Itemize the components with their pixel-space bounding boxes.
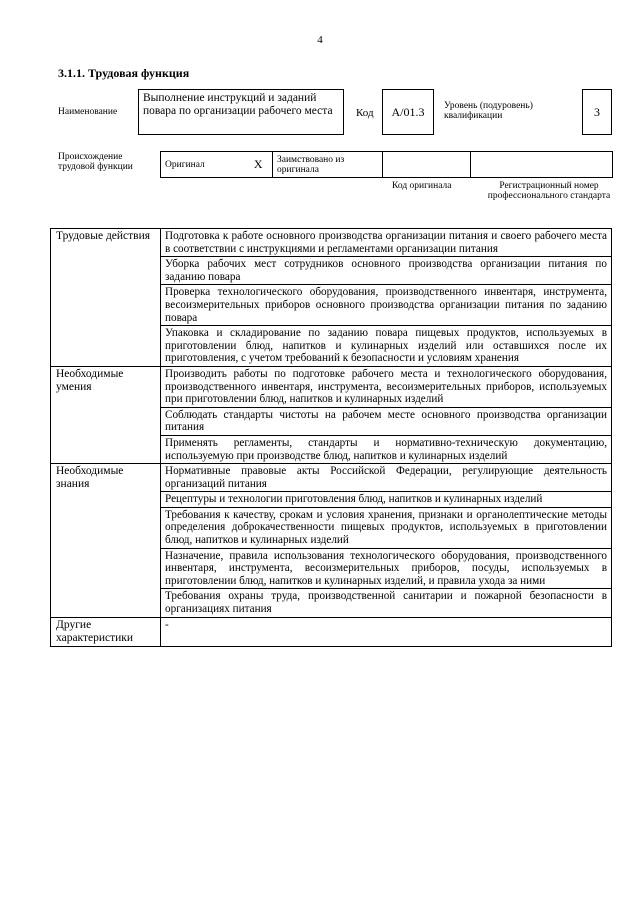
borrowed-label: Заимствовано из оригинала [273,152,383,178]
section-item: Требования к качеству, срокам и условия хранения, признаки и органолептические методы определения доброкачественности пищевых продуктов, используемых в приготовлении блюд, напитков и кулинарных изделий [161,507,612,548]
section-title: 3.1.1. Трудовая функция [58,66,190,80]
section-label: Трудовые действия [51,229,161,367]
table-row [51,229,612,257]
name-value: Выполнение инструкций и заданий повара по организации рабочего места [138,89,344,135]
section-item: Рецептуры и технологии приготовления блюд, напитков и кулинарных изделий [161,492,612,508]
table-row [51,464,612,492]
section-label: Другие характеристики [51,617,161,646]
section-item: Упаковка и складирование по заданию повара пищевых продуктов, используемых в приготовлении блюд, напитков и кулинарных изделий или оставшихся после их приготовления, с учетом требований к безопасности и условиям хранения [161,326,612,367]
table-row [51,366,612,407]
reg-number-cell [471,152,613,178]
function-table [50,228,612,647]
section-item: Уборка рабочих мест сотрудников основного производства организации питания по заданию повара [161,257,612,285]
original-mark: X [245,152,273,178]
code-original-caption: Код оригинала [392,181,452,191]
section-item: Назначение, правила использования технологического оборудования, производственного инвентаря, инструмента, весоизмерительных приборов, посуды, используемых в приготовлении блюд, напитков и кулинарных изделий, и правила ухода за ними [161,548,612,589]
table-row [51,617,612,646]
section-label: Необходимые знания [51,464,161,618]
level-value: 3 [582,89,612,135]
section-label: Необходимые умения [51,366,161,463]
level-label: Уровень (подуровень) квалификации [444,101,533,121]
section-item: Производить работы по подготовке рабочего места и технологического оборудования, производственного инвентаря, инструмента, весоизмерительных приборов, используемых при приготовлении блюд, напитков и кулинарных изделий [161,366,612,407]
code-original-cell [383,152,471,178]
section-item: Подготовка к работе основного производства организации питания и своего рабочего места в соответствии с инструкциями и регламентами организации питания [161,229,612,257]
code-label: Код [356,107,374,119]
section-item: - [161,617,612,646]
section-item: Применять регламенты, стандарты и нормативно-техническую документацию, используемую при производстве блюд, напитков и кулинарных изделий [161,435,612,463]
reg-number-caption: Регистрационный номер профессионального стандарта [487,181,611,201]
name-label: Наименование [58,107,118,117]
section-item: Соблюдать стандарты чистоты на рабочем месте основного производства организации питания [161,407,612,435]
origin-table [160,151,613,178]
code-value: A/01.3 [382,89,434,135]
section-item: Нормативные правовые акты Российской Федерации, регулирующие деятельность организаций питания [161,464,612,492]
page-number: 4 [317,34,323,46]
origin-label: Происхождение трудовой функции [58,152,133,172]
section-item: Проверка технологического оборудования, производственного инвентаря, инструмента, весоизмерительных приборов основного производства организации питания по заданию повара [161,285,612,326]
original-label: Оригинал [161,152,245,178]
section-item: Требования охраны труда, производственной санитарии и пожарной безопасности в организациях питания [161,589,612,617]
